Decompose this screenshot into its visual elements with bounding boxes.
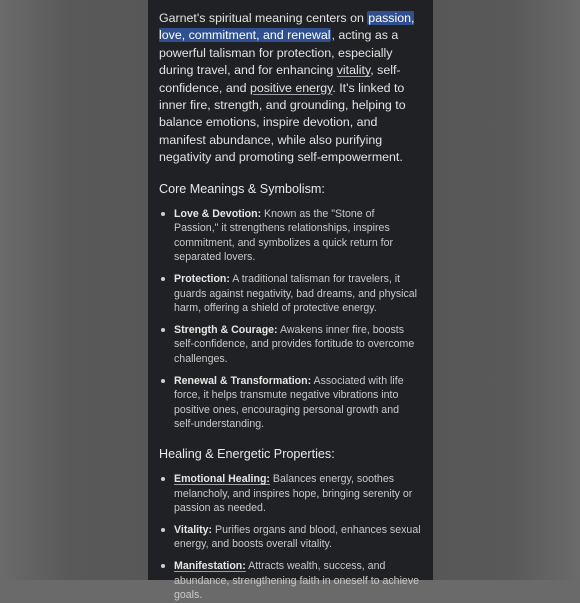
response-panel — [148, 0, 433, 602]
intro-paragraph — [159, 10, 421, 167]
section-title-healing-properties: Healing & Energetic Properties: — [159, 446, 335, 461]
vitality-link[interactable]: vitality — [336, 63, 371, 78]
item-text: Associated with life force, it helps transmute negative vibrations into positive ones, encouraging personal growth and self-understanding. — [174, 374, 404, 431]
section-title-core-meanings: Core Meanings & Symbolism: — [159, 181, 325, 196]
item-term: Vitality: — [174, 523, 213, 536]
item-text: A traditional talisman for travelers, it guards against negativity, bad dreams, and physical harm, offering a shield of protective energy. — [174, 273, 418, 315]
item-text: Purifies organs and blood, enhances sexual energy, and boosts overall vitality. — [174, 523, 421, 551]
list-item — [159, 523, 421, 552]
bullet-icon — [161, 564, 165, 568]
list-item — [159, 559, 421, 603]
list-item — [159, 374, 421, 432]
bullet-icon — [161, 212, 165, 216]
emotional-healing-link[interactable]: Emotional Healing: — [174, 472, 270, 485]
intro-text-2: , acting as a powerful talisman for protection, especially during travel, and for enhancing — [159, 28, 399, 78]
bullet-icon — [161, 328, 165, 332]
item-term: Renewal & Transformation: — [174, 374, 312, 387]
healing-properties-list — [159, 472, 421, 603]
bullet-icon — [161, 277, 165, 281]
item-text: Known as the "Stone of Passion," it strengthens relationships, inspires commitment, and symbolizes a quick return for separated lovers. — [174, 207, 394, 264]
item-term: Protection: — [174, 273, 230, 286]
item-text: Awakens inner fire, boosts self-confidence, and provides fortitude to overcome challenges. — [174, 323, 415, 365]
item-term: Love & Devotion: — [174, 207, 262, 220]
list-item — [159, 272, 421, 316]
bullet-icon — [161, 528, 165, 532]
list-item — [159, 472, 421, 516]
item-term: Strength & Courage: — [174, 323, 278, 336]
list-item — [159, 207, 421, 265]
item-text: Balances energy, soothes melancholy, and inspires hope, bringing serenity or passion as needed. — [174, 472, 413, 515]
highlighted-text[interactable]: passion, love, commitment, and renewal — [159, 11, 415, 43]
core-meanings-list — [159, 207, 421, 432]
intro-text-3: , self-confidence, and — [159, 63, 401, 95]
intro-text-4: . It's linked to inner fire, strength, and grounding, helping to balance emotions, inspire devotion, and manifest abundance, while also purifying negativity and promoting self-empowerment. — [159, 80, 406, 165]
list-item — [159, 323, 421, 367]
bullet-icon — [161, 477, 165, 481]
intro-text-1: Garnet's spiritual meaning centers on — [159, 11, 368, 25]
item-text: Attracts wealth, success, and abundance, strengthening faith in oneself to achieve goals. — [174, 559, 420, 602]
positive-energy-link[interactable]: positive energy — [249, 80, 333, 95]
bullet-icon — [161, 379, 165, 383]
manifestation-link[interactable]: Manifestation: — [174, 559, 246, 572]
